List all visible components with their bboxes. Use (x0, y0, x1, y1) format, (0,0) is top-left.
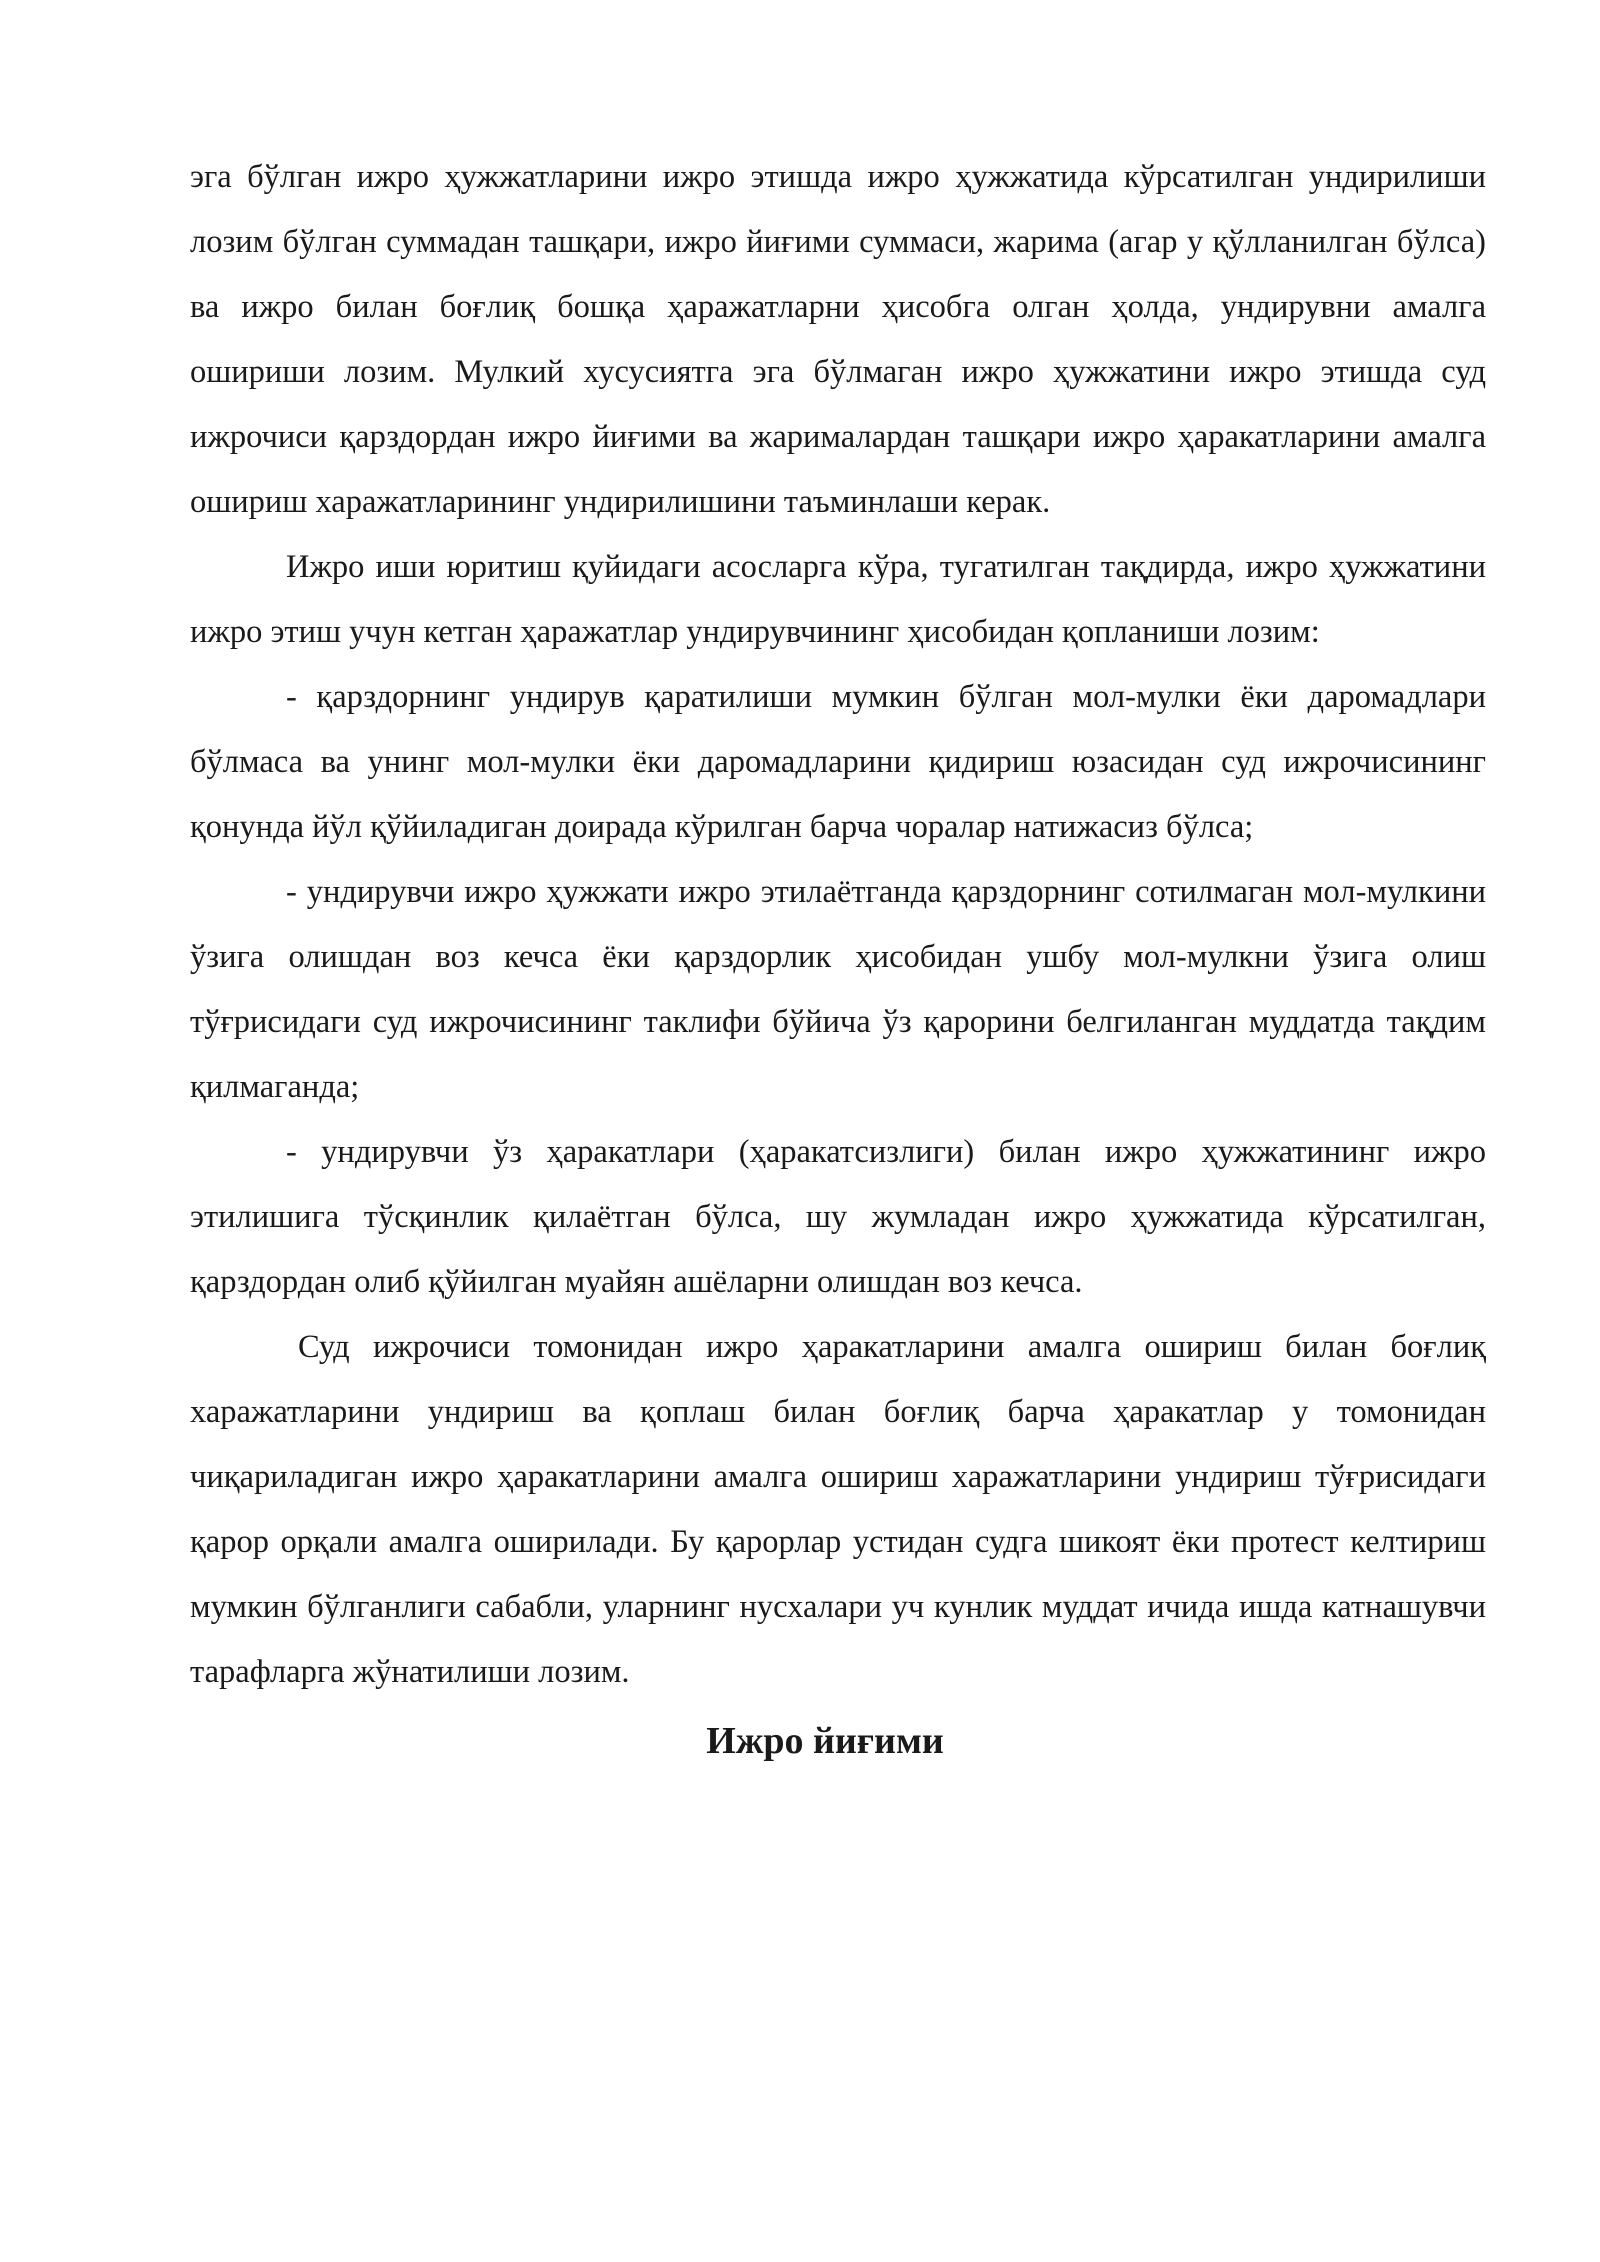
paragraph-continuation: эга бўлган ижро ҳужжатларини ижро этишда ижро ҳужжатида кўрсатилган ундирилиши лозим бўлган суммадан ташқари, ижро йиғими суммаси, жарима (агар у қўлланилган бўлса) ва ижро билан боғлиқ бошқа ҳаражатларни ҳисобга олган ҳолда, ундирувни амалга ошириши лозим. Мулкий хусусиятга эга бўлмаган ижро ҳужжатини ижро этишда суд ижрочиси қарздордан ижро йиғими ва жарималардан ташқари ижро ҳаракатларини амалга ошириш харажатларининг ундирилишини таъминлаши керак. (190, 159, 1486, 520)
list-item-debtor-no-assets: - қарздорнинг ундирув қаратилиши мумкин бўлган мол-мулки ёки даромадлари бўлмаса ва унинг мол-мулки ёки даромадларини қидириш юзасидан суд ижрочисининг қонунда йўл қўйиладиган доирада кўрилган барча чоралар натижасиз бўлса; (190, 679, 1486, 845)
list-item-claimant-refuses-property: - ундирувчи ижро ҳужжати ижро этилаётганда қарздорнинг сотилмаган мол-мулкини ўзига олишдан воз кечса ёки қарздорлик ҳисобидан ушбу мол-мулкни ўзига олиш тўғрисидаги суд ижрочисининг таклифи бўйича ўз қарорини белгиланган муддатда тақдим қилмаганда; (190, 874, 1486, 1105)
list-item-claimant-obstructs: - ундирувчи ўз ҳаракатлари (ҳаракатсизлиги) билан ижро ҳужжатининг ижро этилишига тўсқинлик қилаётган бўлса, шу жумладан ижро ҳужжатида кўрсатилган, қарздордан олиб қўйилган муайян ашёларни олишдан воз кечса. (190, 1134, 1486, 1300)
document-body (190, 145, 1486, 1777)
section-heading: Ижро йиғими (706, 1720, 944, 1762)
paragraph-expense-recovery: Ижро иши юритиш қуйидаги асосларга кўра, тугатилган тақдирда, ижро ҳужжатини ижро этиш учун кетган ҳаражатлар ундирувчининг ҳисобидан қопланиши лозим: (190, 549, 1486, 650)
paragraph-bailiff-decision: Суд ижрочиси томонидан ижро ҳаракатларини амалга ошириш билан боғлиқ харажатларини ундириш ва қоплаш билан боғлиқ барча ҳаракатлар у томонидан чиқариладиган ижро ҳаракатларини амалга ошириш харажатларини ундириш тўғрисидаги қарор орқали амалга оширилади. Бу қарорлар устидан судга шикоят ёки протест келтириш мумкин бўлганлиги сабабли, уларнинг нусхалари уч кунлик муддат ичида ишда катнашувчи тарафларга жўнатилиши лозим. (190, 1329, 1486, 1690)
